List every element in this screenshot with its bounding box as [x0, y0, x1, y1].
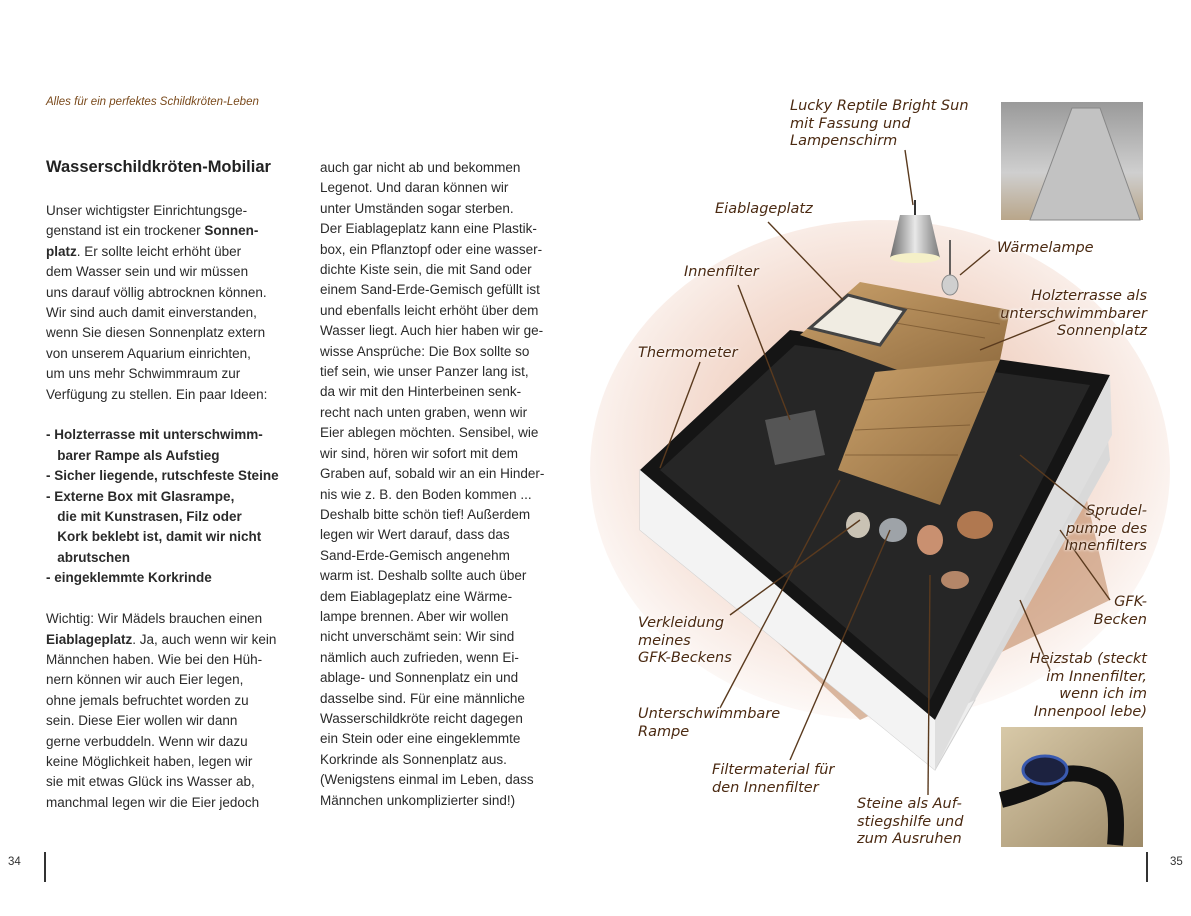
- text-run: wenn Sie diesen Sonnenplatz extern: [46, 325, 266, 341]
- text-run: . Ja, auch wenn wir kein: [132, 631, 277, 647]
- text-run: nern können wir auch Eier legen,: [46, 672, 244, 688]
- text-line: Eier ablegen möchten. Sensibel, wie: [320, 425, 539, 441]
- text-line: wir sind, hören wir sofort mit dem: [320, 445, 519, 461]
- filter-material: [879, 518, 907, 542]
- callout-rampe: Unterschwimmbare Rampe: [638, 706, 781, 740]
- text-line: ablage- und Sonnenplatz ein und: [320, 670, 519, 686]
- text-line: Legenot. Und daran können wir: [320, 180, 509, 196]
- text-line: auch gar nicht ab und bekommen: [320, 160, 521, 175]
- text-run: sie mit etwas Glück ins Wasser ab,: [46, 774, 255, 790]
- heat-lamp-bulb: [890, 253, 940, 263]
- text-run: dem Wasser sein und wir müssen: [46, 264, 249, 280]
- text-line: unter Umständen sogar sterben.: [320, 200, 514, 216]
- bold-term: Eiablageplatz: [46, 631, 133, 647]
- callout-waermelampe: Wärmelampe: [997, 240, 1094, 256]
- text-line: wisse Ansprüche: Die Box sollte so: [320, 343, 530, 359]
- text-run: genstand ist ein trockener: [46, 223, 205, 239]
- text-line: tief sein, wie unser Panzer lang ist,: [320, 364, 529, 380]
- text-line: Der Eiablageplatz kann eine Plastik-: [320, 221, 537, 237]
- list-item: - Holzterrasse mit unterschwimm-: [46, 427, 263, 443]
- text-line: da wir mit den Hinterbeinen senk-: [320, 384, 522, 400]
- page-rule-left: [44, 852, 46, 882]
- list-item: abrutschen: [46, 549, 131, 565]
- text-line: Wasserschildkröte reicht dagegen: [320, 710, 523, 726]
- page-number-left: 34: [8, 856, 21, 868]
- text-run: Verfügung zu stellen. Ein paar Ideen:: [46, 386, 268, 402]
- list-item: - Sicher liegende, rutschfeste Steine: [46, 468, 279, 484]
- heater-coil: [1023, 756, 1067, 784]
- running-head: Alles für ein perfektes Schildkröten-Leben: [46, 96, 259, 108]
- text-line: ein Stein oder eine eingeklemmte: [320, 731, 521, 747]
- text-run: gerne verbuddeln. Wenn wir dazu: [46, 733, 248, 749]
- list-item: barer Rampe als Aufstieg: [46, 447, 220, 463]
- text-run: Männchen haben. Wie bei den Hüh-: [46, 651, 263, 667]
- text-line: Korkrinde als Sonnenplatz aus.: [320, 751, 507, 767]
- text-run: um uns mehr Schwimmraum zur: [46, 366, 241, 382]
- text-run: ohne jemals befruchtet worden zu: [46, 692, 249, 708]
- callout-sprudelpumpe: Sprudel- pumpe des Innenfilters: [1064, 503, 1147, 554]
- text-run: von unserem Aquarium einrichten,: [46, 345, 251, 361]
- text-line: recht nach unten graben, wenn wir: [320, 404, 528, 420]
- list-item: Kork beklebt ist, damit wir nicht: [46, 529, 262, 545]
- text-line: einem Sand-Erde-Gemisch gefüllt ist: [320, 282, 540, 298]
- callout-thermometer: Thermometer: [638, 345, 738, 361]
- text-line: lampe brennen. Aber wir wollen: [320, 608, 509, 624]
- section-heading: Wasserschildkröten-Mobiliar: [46, 158, 271, 176]
- list-item: die mit Kunstrasen, Filz oder: [46, 509, 242, 525]
- callout-gfk-becken: GFK- Becken: [1093, 594, 1147, 628]
- text-run: uns darauf völlig abtrocknen können.: [46, 284, 267, 300]
- text-line: Sand-Erde-Gemisch angenehm: [320, 547, 510, 563]
- text-run: . Er sollte leicht erhöht über: [76, 243, 242, 259]
- inner-filter: [765, 410, 825, 465]
- text-line: nis wie z. B. den Boden kommen ...: [320, 486, 532, 502]
- text-line: legen wir Wert darauf, dass das: [320, 527, 510, 543]
- text-run: sein. Diese Eier wollen wir dann: [46, 713, 238, 729]
- text-line: Deshalb bitte schön tief! Außerdem: [320, 506, 531, 522]
- text-line: Männchen unkomplizierter sind!): [320, 792, 516, 808]
- stone: [917, 525, 943, 555]
- text-line: (Wenigstens einmal im Leben, dass: [320, 772, 534, 788]
- filter-material: [846, 512, 870, 538]
- text-line: Wasser liegt. Auch hier haben wir ge-: [320, 323, 544, 339]
- text-run: Wichtig: Wir Mädels brauchen einen: [46, 611, 263, 627]
- text-line: dasselbe sind. Für eine männliche: [320, 690, 525, 706]
- bold-term: platz: [46, 243, 77, 259]
- callout-lucky-reptile: Lucky Reptile Bright Sun mit Fassung und Lampenschirm: [790, 98, 969, 149]
- bold-term: Sonnen-: [204, 223, 259, 239]
- callout-holzterrasse: Holzterrasse als unterschwimmbarer Sonnenplatz: [1000, 288, 1147, 339]
- page-number-right: 35: [1170, 856, 1183, 868]
- text-line: dem Eiablageplatz eine Wärme-: [320, 588, 513, 604]
- callout-verkleidung: Verkleidung meines GFK-Beckens: [638, 615, 732, 666]
- text-run: Wir sind auch damit einverstanden,: [46, 305, 257, 321]
- text-line: nicht unverschämt sein: Wir sind: [320, 629, 515, 645]
- text-line: nämlich auch zufrieden, wenn Ei-: [320, 649, 519, 665]
- page-rule-right: [1146, 852, 1148, 882]
- text-line: box, ein Pflanztopf oder eine wasser-: [320, 241, 543, 257]
- stone: [941, 571, 969, 589]
- text-line: dichte Kiste sein, die mit Sand oder: [320, 262, 532, 278]
- list-item: - eingeklemmte Korkrinde: [46, 570, 212, 586]
- stone: [957, 511, 993, 539]
- warm-lamp: [942, 275, 958, 295]
- text-line: warm ist. Deshalb sollte auch über: [320, 568, 527, 584]
- callout-steine: Steine als Auf- stiegshilfe und zum Ausruhen: [857, 796, 964, 847]
- callout-filtermaterial: Filtermaterial für den Innenfilter: [712, 762, 835, 796]
- callout-heizstab: Heizstab (steckt im Innenfilter, wenn ich im Innenpool lebe): [1029, 651, 1147, 720]
- text-line: und ebenfalls leicht erhöht über dem: [320, 302, 539, 318]
- text-line: Graben auf, sobald wir an ein Hinder-: [320, 466, 545, 482]
- callout-innenfilter: Innenfilter: [684, 264, 759, 280]
- text-run: Unser wichtigster Einrichtungsge-: [46, 203, 248, 218]
- text-run: manchmal legen wir die Eier jedoch: [46, 794, 260, 810]
- list-item: - Externe Box mit Glasrampe,: [46, 488, 235, 504]
- text-run: keine Möglichkeit haben, legen wir: [46, 753, 253, 769]
- callout-eiablageplatz: Eiablageplatz: [715, 201, 813, 217]
